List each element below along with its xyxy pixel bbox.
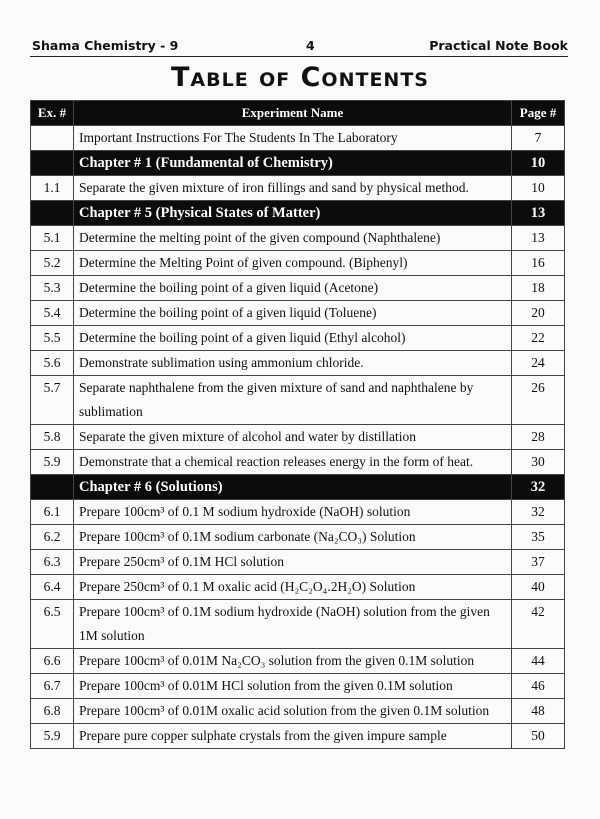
ex-number: 5.7 [31,376,74,425]
ex-number [31,151,74,176]
page-ref: 26 [512,376,565,425]
ex-number: 6.5 [31,600,74,649]
table-row [31,226,565,251]
chapter-row [31,201,565,226]
page-ref: 48 [512,699,565,724]
ex-number: 6.3 [31,550,74,575]
ex-number: 6.2 [31,525,74,550]
ex-number: 5.6 [31,351,74,376]
chapter-row [31,475,565,500]
column-header-name: Experiment Name [74,101,512,126]
page-ref: 10 [512,176,565,201]
table-row [31,351,565,376]
ex-number [31,475,74,500]
table-row [31,251,565,276]
ex-number: 5.3 [31,276,74,301]
page-ref: 42 [512,600,565,649]
experiment-name: Separate the given mixture of alcohol and water by distillation [74,425,512,450]
experiment-name: Prepare pure copper sulphate crystals from the given impure sample [74,724,512,749]
experiment-name: Prepare 100cm³ of 0.01M Na₂CO₃ solution from the given 0.1M solution [74,649,512,674]
chapter-row [31,151,565,176]
page-ref: 32 [512,475,565,500]
experiment-name: Determine the Melting Point of given compound. (Biphenyl) [74,251,512,276]
running-header [30,36,568,57]
table-row [31,649,565,674]
table-row [31,126,565,151]
experiment-name: Prepare 100cm³ of 0.1M sodium hydroxide (NaOH) solution from the given 1M solution [74,600,512,649]
ex-number: 5.9 [31,724,74,749]
experiment-name: Determine the boiling point of a given liquid (Toluene) [74,301,512,326]
table-row [31,550,565,575]
ex-number: 6.6 [31,649,74,674]
column-header-ex: Ex. # [31,101,74,126]
table-row [31,176,565,201]
page-ref: 44 [512,649,565,674]
contents-table [30,100,565,749]
ex-number: 5.4 [31,301,74,326]
experiment-name: Important Instructions For The Students In The Laboratory [74,126,512,151]
experiment-name: Prepare 100cm³ of 0.01M HCl solution from the given 0.1M solution [74,674,512,699]
page-ref: 20 [512,301,565,326]
table-row [31,600,565,649]
ex-number: 5.1 [31,226,74,251]
page-ref: 24 [512,351,565,376]
ex-number: 6.8 [31,699,74,724]
experiment-name: Separate the given mixture of iron fillings and sand by physical method. [74,176,512,201]
book-subtitle: Practical Note Book [429,38,568,53]
page-ref: 18 [512,276,565,301]
ex-number: 6.7 [31,674,74,699]
ex-number: 5.5 [31,326,74,351]
table-row [31,376,565,425]
column-header-page: Page # [512,101,565,126]
table-header-row [31,101,565,126]
ex-number: 6.1 [31,500,74,525]
ex-number: 5.2 [31,251,74,276]
page-ref: 35 [512,525,565,550]
ex-number [31,126,74,151]
experiment-name: Determine the boiling point of a given liquid (Acetone) [74,276,512,301]
experiment-name: Determine the melting point of the given compound (Naphthalene) [74,226,512,251]
page-ref: 40 [512,575,565,600]
ex-number: 5.9 [31,450,74,475]
experiment-name: Prepare 100cm³ of 0.1 M sodium hydroxide (NaOH) solution [74,500,512,525]
experiment-name: Prepare 250cm³ of 0.1M HCl solution [74,550,512,575]
table-row [31,425,565,450]
table-row [31,500,565,525]
page-ref: 28 [512,425,565,450]
table-row [31,301,565,326]
page-number: 4 [306,38,315,53]
experiment-name: Chapter # 6 (Solutions) [74,475,512,500]
table-row [31,575,565,600]
ex-number: 1.1 [31,176,74,201]
page-ref: 30 [512,450,565,475]
page-ref: 13 [512,226,565,251]
table-row [31,450,565,475]
page-ref: 7 [512,126,565,151]
page-ref: 32 [512,500,565,525]
table-row [31,724,565,749]
experiment-name: Determine the boiling point of a given liquid (Ethyl alcohol) [74,326,512,351]
experiment-name: Prepare 100cm³ of 0.01M oxalic acid solution from the given 0.1M solution [74,699,512,724]
experiment-name: Prepare 250cm³ of 0.1 M oxalic acid (H₂C₂O₄.2H₂O) Solution [74,575,512,600]
table-row [31,276,565,301]
page-ref: 37 [512,550,565,575]
experiment-name: Chapter # 5 (Physical States of Matter) [74,201,512,226]
page-ref: 22 [512,326,565,351]
ex-number: 6.4 [31,575,74,600]
table-row [31,326,565,351]
page-ref: 50 [512,724,565,749]
book-title: Shama Chemistry - 9 [32,38,179,53]
table-row [31,674,565,699]
ex-number [31,201,74,226]
experiment-name: Separate naphthalene from the given mixture of sand and naphthalene by sublimation [74,376,512,425]
table-row [31,699,565,724]
experiment-name: Demonstrate sublimation using ammonium chloride. [74,351,512,376]
table-row [31,525,565,550]
page-ref: 10 [512,151,565,176]
experiment-name: Demonstrate that a chemical reaction releases energy in the form of heat. [74,450,512,475]
page-ref: 13 [512,201,565,226]
page-ref: 46 [512,674,565,699]
page-title: Table of Contents [171,62,429,93]
experiment-name: Chapter # 1 (Fundamental of Chemistry) [74,151,512,176]
experiment-name: Prepare 100cm³ of 0.1M sodium carbonate (Na₂CO₃) Solution [74,525,512,550]
ex-number: 5.8 [31,425,74,450]
page-ref: 16 [512,251,565,276]
